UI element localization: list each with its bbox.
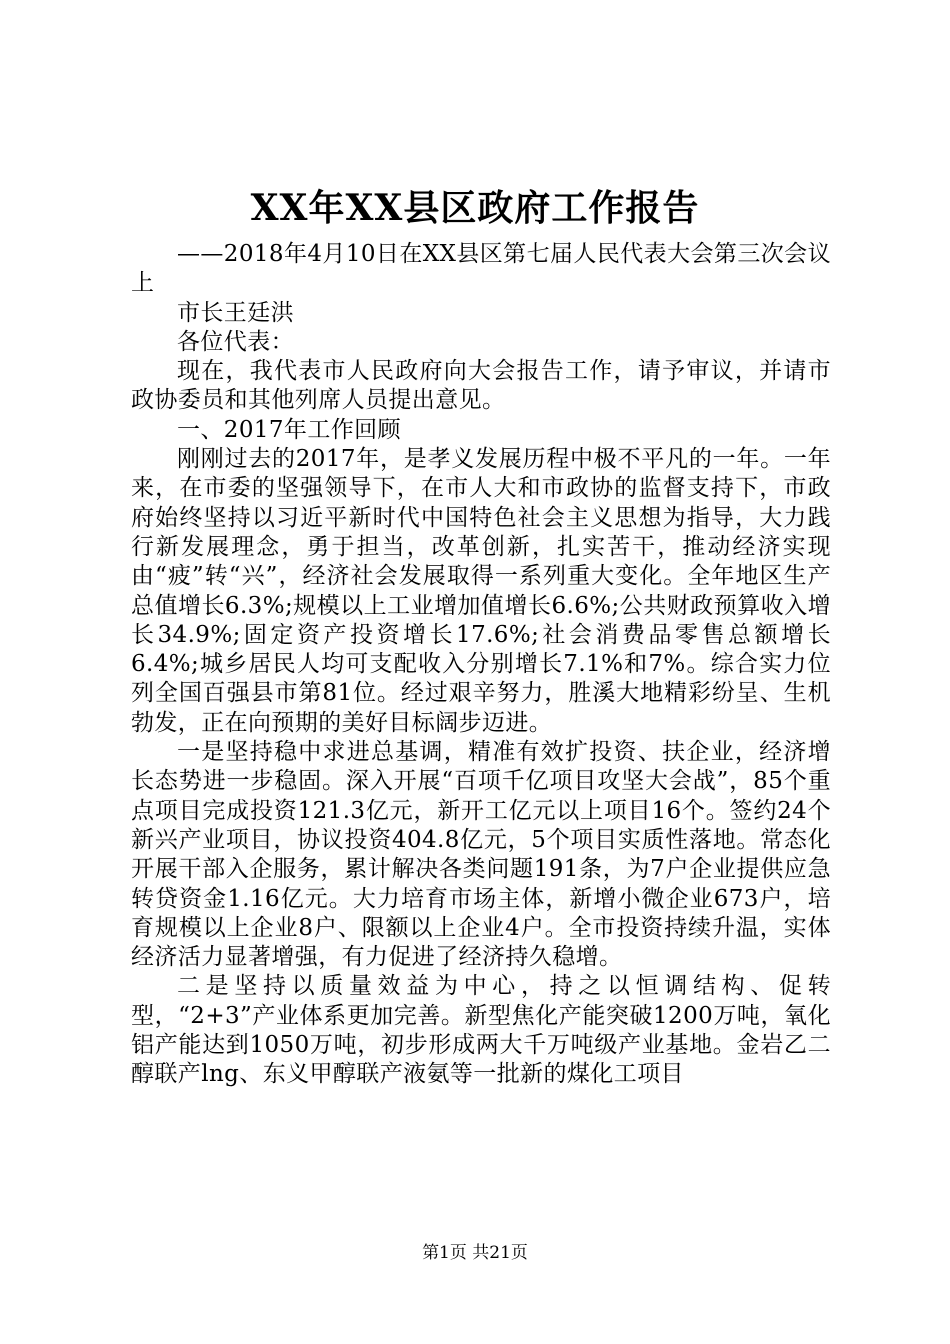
intro-paragraph: 现在，我代表市人民政府向大会报告工作，请予审议，并请市政协委员和其他列席人员提出意见。 (131, 358, 831, 414)
subtitle-paragraph: ——2018年4月10日在XX县区第七届人民代表大会第三次会议上 (131, 241, 831, 297)
page-footer: 第1页 共21页 (422, 1243, 528, 1263)
document-body (131, 240, 831, 1090)
speaker-line: 市长王廷洪 (177, 299, 294, 326)
section-heading: 一、2017年工作回顾 (177, 416, 401, 443)
salutation: 各位代表： (177, 328, 294, 355)
point-one-paragraph: 一是坚持稳中求进总基调，精准有效扩投资、扶企业，经济增长态势进一步稳固。深入开展“百项千亿项目攻坚大会战”，85个重点项目完成投资121.3亿元，新开工亿元以上项目16个。签约24个新兴产业项目，协议投资404.8亿元，5个项目实质性落地。常态化开展干部入企服务，累计解决各类问题191条，为7户企业提供应急转贷资金1.16亿元。大力培育市场主体，新增小微企业673户，培育规模以上企业8户、限额以上企业4户。全市投资持续升温，实体经济活力显著增强，有力促进了经济持久稳增。 (131, 739, 831, 971)
document-title: XX年XX县区政府工作报告 (250, 187, 700, 229)
point-two-paragraph: 二是坚持以质量效益为中心，持之以恒调结构、促转型，“2+3”产业体系更加完善。新型焦化产能突破1200万吨，氧化铝产能达到1050万吨，初步形成两大千万吨级产业基地。金岩乙二醇联产lng、东义甲醇联产液氨等一批新的煤化工项目 (131, 973, 831, 1088)
review-paragraph: 刚刚过去的2017年，是孝义发展历程中极不平凡的一年。一年来，在市委的坚强领导下，在市人大和市政协的监督支持下，市政府始终坚持以习近平新时代中国特色社会主义思想为指导，大力践行新发展理念，勇于担当，改革创新，扎实苦干，推动经济实现由“疲”转“兴”，经济社会发展取得一系列重大变化。全年地区生产总值增长6.3%;规模以上工业增加值增长6.6%;公共财政预算收入增长34.9%;固定资产投资增长17.6%;社会消费品零售总额增长6.4%;城乡居民人均可支配收入分别增长7.1%和7%。综合实力位列全国百强县市第81位。经过艰辛努力，胜溪大地精彩纷呈、生机勃发，正在向预期的美好目标阔步迈进。 (131, 446, 831, 736)
